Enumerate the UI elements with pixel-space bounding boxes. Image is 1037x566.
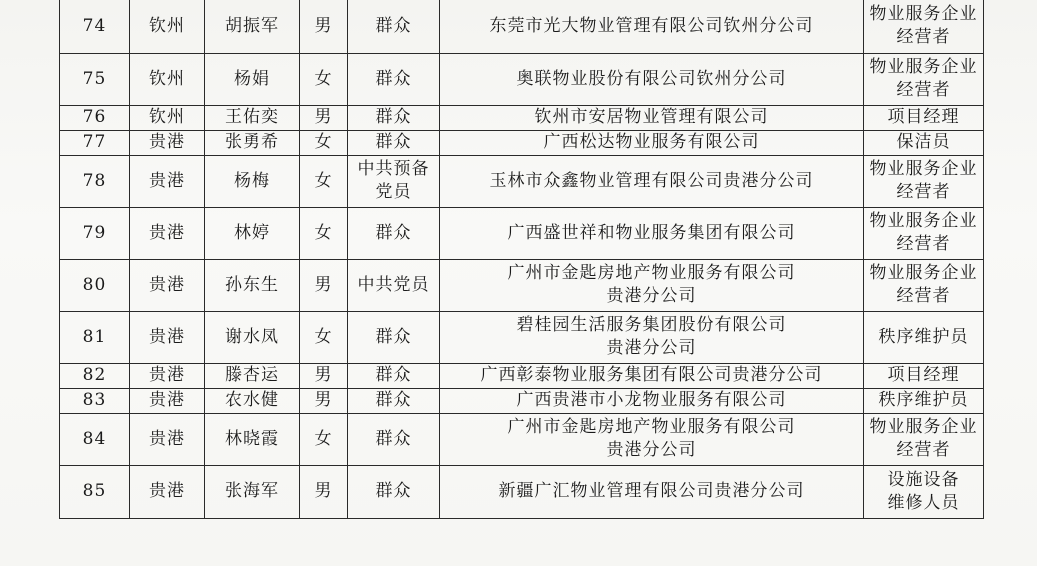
cell-political-status: 中共党员 <box>348 259 440 311</box>
cell-region: 贵港 <box>130 130 205 155</box>
table-row <box>60 155 984 207</box>
cell-region: 贵港 <box>130 155 205 207</box>
cell-name: 林婷 <box>205 207 300 259</box>
cell-number: 76 <box>60 105 130 130</box>
cell-position: 物业服务企业 经营者 <box>864 0 984 53</box>
cell-number: 74 <box>60 0 130 53</box>
cell-gender: 女 <box>300 130 348 155</box>
table-row <box>60 465 984 518</box>
cell-gender: 女 <box>300 155 348 207</box>
cell-gender: 男 <box>300 259 348 311</box>
cell-number: 82 <box>60 363 130 388</box>
cell-position: 项目经理 <box>864 363 984 388</box>
cell-number: 75 <box>60 53 130 105</box>
cell-company: 东莞市光大物业管理有限公司钦州分公司 <box>440 0 864 53</box>
cell-political-status: 群众 <box>348 53 440 105</box>
cell-political-status: 中共预备 党员 <box>348 155 440 207</box>
cell-political-status: 群众 <box>348 207 440 259</box>
cell-political-status: 群众 <box>348 130 440 155</box>
cell-position: 设施设备 维修人员 <box>864 465 984 518</box>
cell-gender: 男 <box>300 388 348 413</box>
table-row <box>60 413 984 465</box>
cell-gender: 男 <box>300 363 348 388</box>
cell-gender: 女 <box>300 53 348 105</box>
table-row <box>60 388 984 413</box>
cell-name: 杨梅 <box>205 155 300 207</box>
cell-number: 84 <box>60 413 130 465</box>
cell-number: 81 <box>60 311 130 363</box>
cell-gender: 女 <box>300 413 348 465</box>
cell-political-status: 群众 <box>348 105 440 130</box>
cell-political-status: 群众 <box>348 363 440 388</box>
cell-company: 玉林市众鑫物业管理有限公司贵港分公司 <box>440 155 864 207</box>
cell-gender: 男 <box>300 465 348 518</box>
cell-region: 贵港 <box>130 363 205 388</box>
cell-region: 贵港 <box>130 465 205 518</box>
cell-company: 广西贵港市小龙物业服务有限公司 <box>440 388 864 413</box>
cell-position: 物业服务企业 经营者 <box>864 155 984 207</box>
table-row <box>60 207 984 259</box>
cell-position: 物业服务企业 经营者 <box>864 259 984 311</box>
cell-position: 物业服务企业 经营者 <box>864 207 984 259</box>
cell-region: 贵港 <box>130 311 205 363</box>
cell-position: 物业服务企业 经营者 <box>864 53 984 105</box>
cell-political-status: 群众 <box>348 0 440 53</box>
cell-company: 广州市金匙房地产物业服务有限公司 贵港分公司 <box>440 413 864 465</box>
cell-region: 钦州 <box>130 105 205 130</box>
cell-political-status: 群众 <box>348 465 440 518</box>
cell-number: 77 <box>60 130 130 155</box>
cell-position: 物业服务企业 经营者 <box>864 413 984 465</box>
cell-company: 广州市金匙房地产物业服务有限公司 贵港分公司 <box>440 259 864 311</box>
cell-number: 80 <box>60 259 130 311</box>
cell-name: 林晓霞 <box>205 413 300 465</box>
cell-number: 79 <box>60 207 130 259</box>
cell-company: 广西彰泰物业服务集团有限公司贵港分公司 <box>440 363 864 388</box>
cell-number: 85 <box>60 465 130 518</box>
cell-number: 83 <box>60 388 130 413</box>
cell-gender: 男 <box>300 0 348 53</box>
cell-name: 张勇希 <box>205 130 300 155</box>
cell-name: 滕杏运 <box>205 363 300 388</box>
cell-name: 农水健 <box>205 388 300 413</box>
cell-company: 奥联物业股份有限公司钦州分公司 <box>440 53 864 105</box>
cell-company: 广西松达物业服务有限公司 <box>440 130 864 155</box>
cell-region: 贵港 <box>130 413 205 465</box>
cell-region: 钦州 <box>130 53 205 105</box>
cell-name: 谢水凤 <box>205 311 300 363</box>
cell-gender: 男 <box>300 105 348 130</box>
cell-company: 碧桂园生活服务集团股份有限公司 贵港分公司 <box>440 311 864 363</box>
cell-political-status: 群众 <box>348 413 440 465</box>
cell-name: 王佑奕 <box>205 105 300 130</box>
cell-gender: 女 <box>300 311 348 363</box>
cell-political-status: 群众 <box>348 311 440 363</box>
table-row <box>60 259 984 311</box>
cell-name: 张海军 <box>205 465 300 518</box>
table-row <box>60 363 984 388</box>
table-row <box>60 53 984 105</box>
cell-gender: 女 <box>300 207 348 259</box>
table-row <box>60 130 984 155</box>
cell-name: 孙东生 <box>205 259 300 311</box>
cell-region: 贵港 <box>130 259 205 311</box>
cell-position: 秩序维护员 <box>864 311 984 363</box>
cell-position: 秩序维护员 <box>864 388 984 413</box>
cell-region: 贵港 <box>130 388 205 413</box>
table-row <box>60 0 984 53</box>
cell-company: 广西盛世祥和物业服务集团有限公司 <box>440 207 864 259</box>
cell-region: 钦州 <box>130 0 205 53</box>
cell-region: 贵港 <box>130 207 205 259</box>
cell-name: 杨娟 <box>205 53 300 105</box>
cell-name: 胡振军 <box>205 0 300 53</box>
cell-number: 78 <box>60 155 130 207</box>
cell-political-status: 群众 <box>348 388 440 413</box>
cell-company: 钦州市安居物业管理有限公司 <box>440 105 864 130</box>
cell-position: 保洁员 <box>864 130 984 155</box>
cell-company: 新疆广汇物业管理有限公司贵港分公司 <box>440 465 864 518</box>
cell-position: 项目经理 <box>864 105 984 130</box>
table-row <box>60 105 984 130</box>
table-row <box>60 311 984 363</box>
personnel-table <box>59 0 984 519</box>
